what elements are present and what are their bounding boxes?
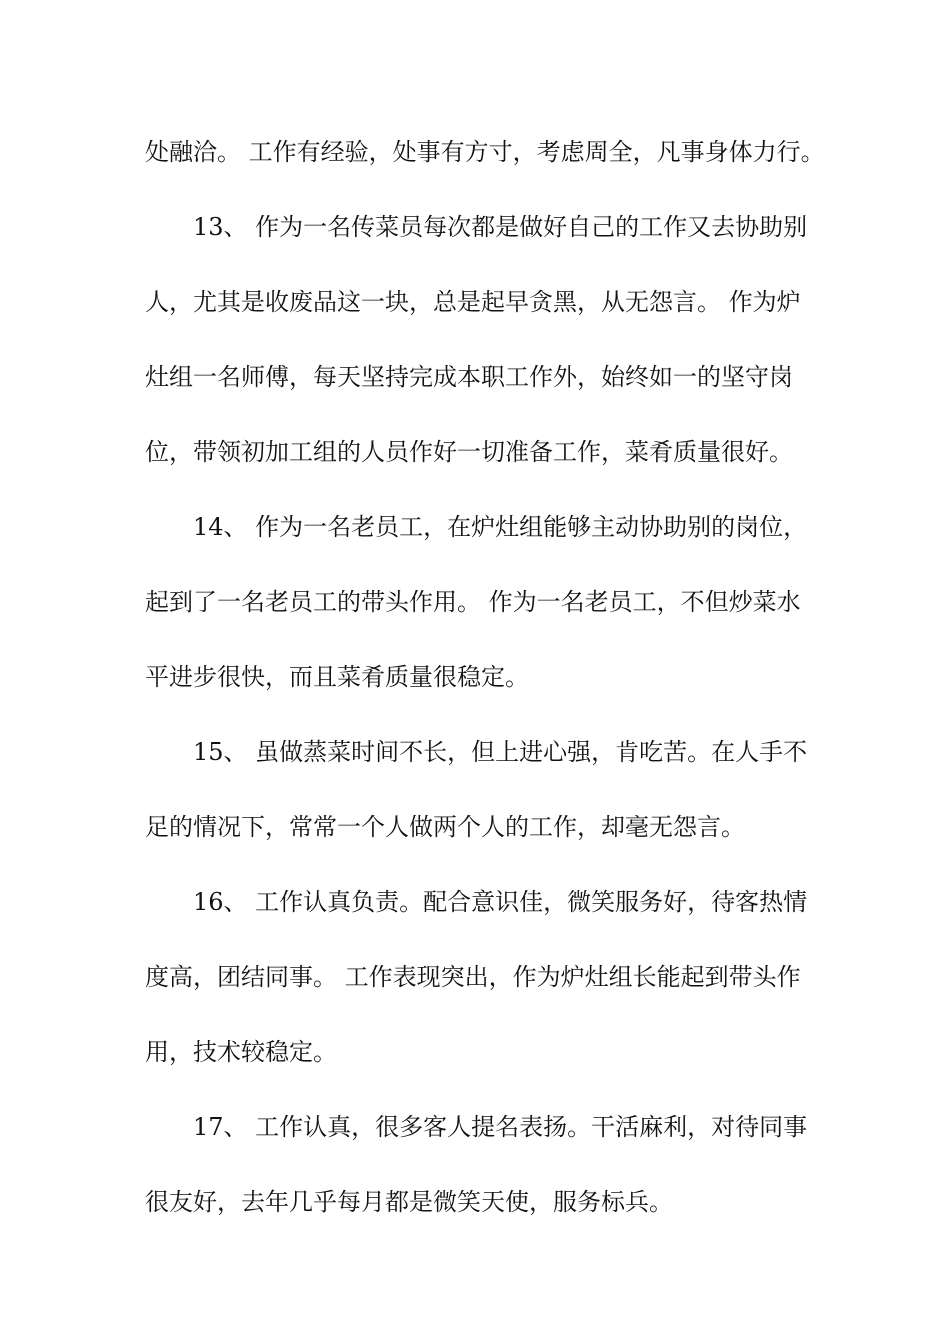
text-line: 位，带领初加工组的人员作好一切准备工作，菜肴质量很好。 xyxy=(145,438,793,466)
text-line: 用，技术较稳定。 xyxy=(145,1038,337,1066)
text-line: 起到了一名老员工的带头作用。 作为一名老员工，不但炒菜水 xyxy=(145,588,801,616)
paragraph-16-first-line: 16、 工作认真负责。配合意识佳，微笑服务好，待客热情 xyxy=(193,888,808,916)
text-line: 处融洽。 工作有经验，处事有方寸，考虑周全，凡事身体力行。 xyxy=(145,138,825,166)
text-line: 平进步很快，而且菜肴质量很稳定。 xyxy=(145,663,529,691)
paragraph-14-first-line: 14、 作为一名老员工，在炉灶组能够主动协助别的岗位， xyxy=(193,513,808,541)
paragraph-15-first-line: 15、 虽做蒸菜时间不长，但上进心强，肯吃苦。在人手不 xyxy=(193,738,808,766)
text-line: 度高，团结同事。 工作表现突出，作为炉灶组长能起到带头作 xyxy=(145,963,801,991)
text-line: 灶组一名师傅，每天坚持完成本职工作外，始终如一的坚守岗 xyxy=(145,363,793,391)
text-line: 人，尤其是收废品这一块，总是起早贪黑，从无怨言。 作为炉 xyxy=(145,288,801,316)
text-line: 足的情况下，常常一个人做两个人的工作，却毫无怨言。 xyxy=(145,813,745,841)
paragraph-13-first-line: 13、 作为一名传菜员每次都是做好自己的工作又去协助别 xyxy=(193,213,808,241)
paragraph-17-first-line: 17、 工作认真，很多客人提名表扬。干活麻利，对待同事 xyxy=(193,1113,808,1141)
text-line: 很友好，去年几乎每月都是微笑天使，服务标兵。 xyxy=(145,1188,673,1216)
